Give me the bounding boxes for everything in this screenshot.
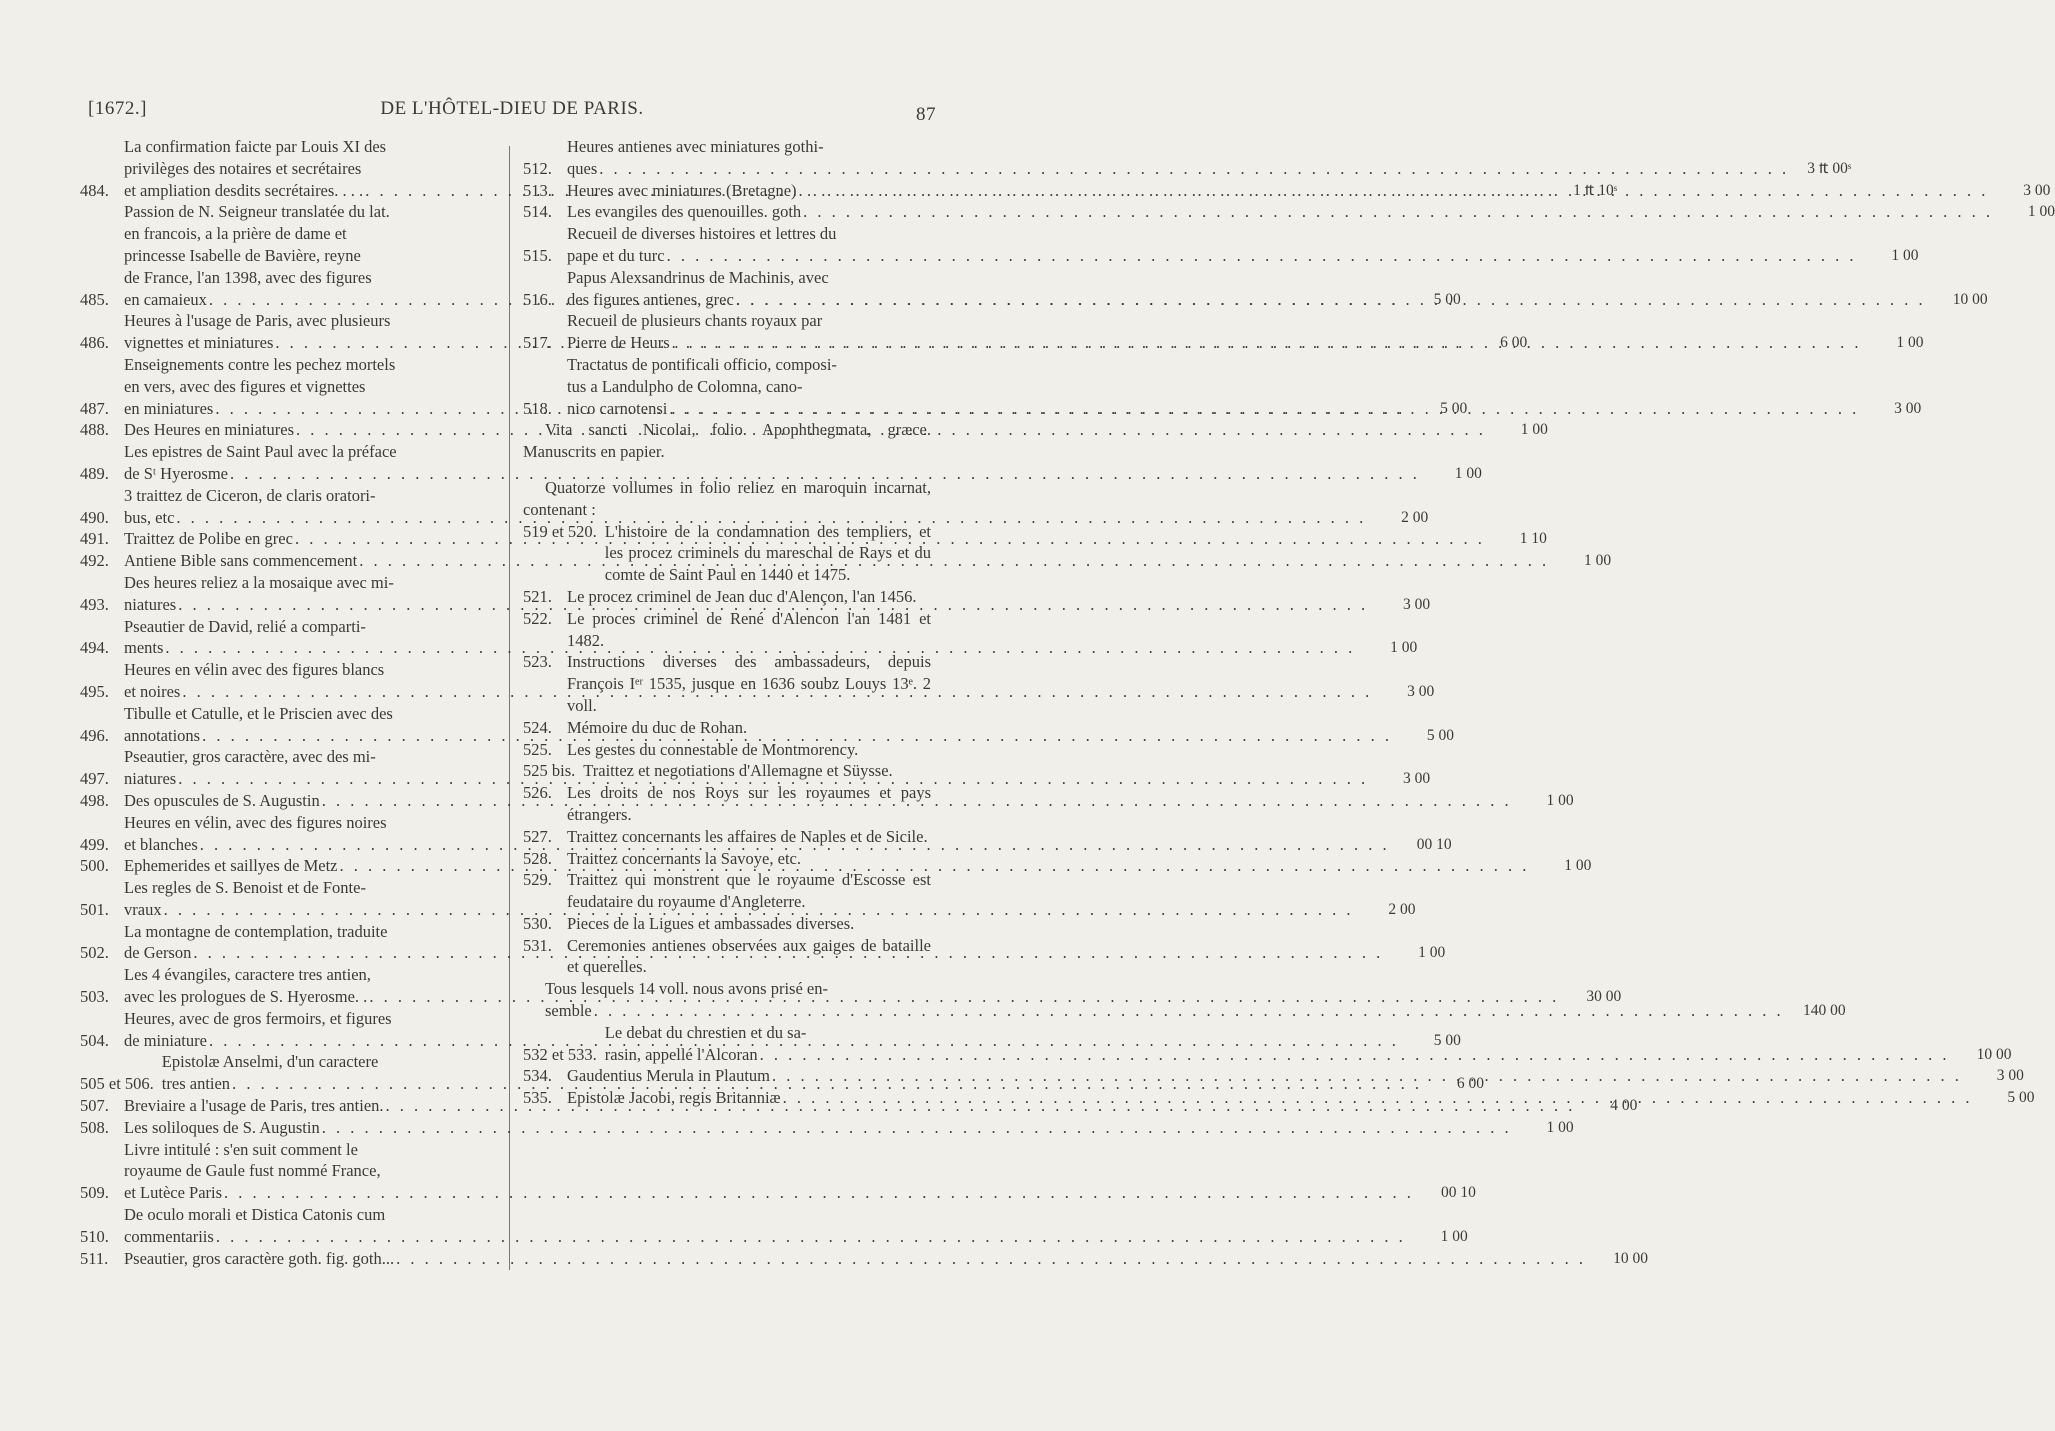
entry-price: 10 00 [1952, 290, 1988, 308]
entry-body [567, 267, 1928, 311]
entry-line: Les evangiles des quenouilles. goth [567, 202, 802, 222]
entry-line: royaume de Gaule fust nommé France, [124, 1161, 381, 1181]
entry-last-line [124, 1117, 1514, 1139]
entry-price: 5 00 [1426, 726, 1454, 744]
entry-number: 494. [80, 638, 109, 658]
entry-price: 1 00 [1896, 334, 1924, 352]
page-number: 87 [916, 104, 936, 125]
entry-line: La confirmation faicte par Louis XI des [124, 137, 387, 156]
entry-line: des figures antienes, grec [567, 289, 734, 309]
entry-line: et Lutèce Paris [124, 1183, 223, 1203]
leader-dots [772, 1065, 1962, 1087]
entry-text: Traittez qui monstrent que le royaume d'Escosse est feudataire du royaume d'Angleterre. [567, 870, 931, 912]
entry-line: Heures avec miniatures (Bretagne) [567, 180, 797, 200]
manuscript-entry [523, 913, 931, 935]
entry-line: commentariis [124, 1226, 214, 1246]
entry-number: 505 et 506. [80, 1074, 154, 1094]
entry-number: 526. [523, 783, 552, 803]
entry-line: Tibulle et Catulle, et le Priscien avec des [124, 703, 393, 723]
entry-line: La montagne de contemplation, traduite [124, 921, 388, 941]
entry-number: 523. [523, 652, 552, 672]
leader-dots [736, 289, 1926, 311]
entry-price: 3 00 [1402, 770, 1431, 788]
leader-dots [672, 332, 1862, 354]
entry-number: 515. [523, 245, 552, 265]
manuscript-entry [523, 651, 931, 716]
entry-body [124, 1248, 1588, 1270]
catalog-entry [523, 136, 1852, 180]
entry-number: 535. [523, 1088, 552, 1108]
entry-body [567, 608, 931, 652]
entry-price: 1 00 [1520, 421, 1548, 439]
entry-line: pape et du turc [567, 245, 665, 265]
entry-body [567, 782, 931, 826]
entry-number: 517. [523, 333, 552, 353]
manuscript-items [523, 521, 931, 979]
entry-body [567, 354, 1861, 419]
entry-line: Le debat du chrestien et du sa- [604, 1022, 807, 1042]
manuscript-entry [523, 717, 931, 739]
entry-price: 1 00 [1583, 552, 1612, 570]
entry-number: 522. [523, 608, 552, 628]
entry-line: de Gerson [124, 943, 192, 963]
entry-number: 488. [80, 420, 109, 440]
leader-dots [396, 1248, 1586, 1270]
entry-text: Le procez criminel de Jean duc d'Alençon, l'an 1456. [567, 586, 917, 606]
entry-line: Livre intitulé : s'en suit comment le [124, 1139, 358, 1159]
entry-line: Pseautier, gros caractère, avec des mi- [124, 747, 376, 767]
entry-price: 2 00 [1401, 508, 1429, 526]
entry-number: 484. [80, 180, 109, 200]
entry-line: ments [124, 638, 164, 658]
entry-body [605, 521, 931, 586]
leader-dots [594, 1000, 1784, 1022]
entry-body [567, 848, 931, 870]
entry-line: tus a Landulpho de Colomna, cano- [567, 376, 803, 396]
vita-paragraph: Vita sancti Nicolai, folio. Apophthegmata, græce. Manuscrits en papier. [523, 420, 931, 462]
entry-price: 140 00 [1803, 1002, 1846, 1020]
entry-number: 485. [80, 289, 109, 309]
entry-price: 6 00 [1456, 1075, 1484, 1093]
entry-body [567, 651, 931, 716]
entry-number: 501. [80, 899, 109, 919]
entry-line: en camaieux [124, 289, 207, 309]
entry-text: Pieces de la Ligues et ambassades diverses. [567, 913, 855, 933]
entry-line: 3 traittez de Ciceron, de claris oratori- [124, 485, 376, 505]
entry-number: 496. [80, 725, 109, 745]
manuscript-entry [523, 521, 931, 586]
entry-line: Enseignements contre les pechez mortels [124, 354, 396, 374]
entry-text: Instructions diverses des ambassadeurs, depuis François Iᵉʳ 1535, jusque en 1636 soubz Louys 13ᵉ. 2 voll. [567, 652, 931, 715]
entry-price: 5 00 [1433, 290, 1461, 308]
manuscript-entry [523, 739, 931, 761]
entry-number: 487. [80, 398, 109, 418]
entry-last-line [124, 1226, 1408, 1248]
entry-price: 1 ₶ 10ˢ [1573, 181, 1618, 199]
entry-body [567, 1065, 1964, 1087]
entry-price: 3 00 [1894, 399, 1922, 417]
entry-line: Pierre de Heurs [567, 333, 670, 353]
entry-price: 1 00 [1390, 639, 1418, 657]
entry-number: 519 et 520. [523, 521, 597, 541]
entry-number: 514. [523, 202, 552, 222]
entry-price: 10 00 [1976, 1045, 2012, 1063]
entry-number: 534. [523, 1066, 552, 1086]
catalog-entry [523, 223, 1919, 267]
leader-dots [322, 1117, 1512, 1139]
entry-line: annotations [124, 725, 201, 745]
entry-number: 521. [523, 586, 552, 606]
entry-price: 1 00 [1546, 1118, 1574, 1136]
entry-line: Recueil de plusieurs chants royaux par [567, 311, 823, 331]
entry-body [124, 1139, 1416, 1204]
entry-last-line [567, 332, 1864, 354]
entry-text: L'histoire de la condamnation des templiers, et les procez criminels du mareschal de Rays et du comte de Saint Paul en 1440 et 1475. [604, 521, 931, 585]
entry-line: Heures en vélin, avec des figures noires [124, 812, 387, 832]
entry-line: rasin, appellé l'Alcoran [604, 1044, 758, 1064]
entry-price: 00 10 [1416, 835, 1452, 853]
entry-line: princesse Isabelle de Bavière, reyne [124, 245, 361, 265]
entry-line: Pseautier, gros caractère goth. fig. goth... [124, 1248, 395, 1268]
catalog-entry [80, 1248, 1648, 1270]
entry-price: 5 00 [1440, 399, 1468, 417]
entry-price: 5 00 [1433, 1031, 1461, 1049]
entry-body [567, 586, 931, 608]
entry-line: Pseautier de David, relié a comparti- [124, 616, 366, 636]
entry-text: Traittez et negotiations d'Allemagne et Süysse. [583, 761, 893, 781]
entry-line: et ampliation desdits secrétaires. . . . [124, 180, 364, 200]
entry-line: Heures, avec de gros fermoirs, et figures [124, 1008, 392, 1028]
entry-text: Mémoire du duc de Rohan. [567, 717, 748, 737]
entry-text: Les droits de nos Roys sur les royaumes et pays étrangers. [567, 783, 931, 824]
entry-last-line [567, 201, 1995, 223]
entry-line: vignettes et miniatures [124, 333, 274, 353]
entry-number: 524. [523, 717, 552, 737]
entry-number: 511. [80, 1248, 109, 1268]
entry-text: Traittez concernants les affaires de Naples et de Sicile. [567, 826, 928, 846]
quatorze-paragraph: Quatorze vollumes in folio reliez en maroquin incarnat, contenant : [523, 477, 931, 519]
entry-body [523, 978, 1786, 1022]
entry-number: 497. [80, 769, 109, 789]
entry-number: 507. [80, 1096, 109, 1116]
entry-text: Le proces criminel de René d'Alencon l'an 1481 et 1482. [567, 608, 931, 650]
catalog-entry [80, 550, 1612, 572]
leader-dots [799, 180, 1989, 202]
entry-body [567, 201, 1995, 223]
entry-number: 504. [80, 1030, 109, 1050]
entry-line: niatures [124, 594, 177, 614]
entry-number: 527. [523, 826, 552, 846]
entry-body [567, 717, 931, 739]
catalog-entry [80, 1117, 1574, 1139]
entry-last-line [567, 1065, 1964, 1087]
entry-number: 510. [80, 1226, 109, 1246]
entry-number: 493. [80, 594, 109, 614]
entry-last-line [567, 1087, 1974, 1109]
entry-text: Ceremonies antienes observées aux gaiges de bataille et querelles. [567, 935, 931, 977]
entry-last-line [567, 289, 1928, 311]
entry-number: 530. [523, 913, 552, 933]
entry-last-line [124, 1182, 1416, 1204]
entry-price: 10 00 [1613, 1249, 1648, 1267]
entry-line: Les epistres de Saint Paul avec la préface [124, 442, 397, 462]
entry-number: 509. [80, 1183, 109, 1203]
entry-body [124, 1204, 1408, 1248]
catalog-entry [80, 1204, 1468, 1248]
entry-number: 503. [80, 987, 109, 1007]
entry-last-line [545, 1000, 1786, 1022]
entry-line: en francois, a la prière de dame et [124, 224, 347, 244]
entry-body [567, 935, 931, 979]
entry-price: 3 ₶ 00ˢ [1807, 159, 1852, 177]
entry-number: 532 et 533. [523, 1044, 597, 1064]
entry-line: nico carnotensi [567, 398, 668, 418]
entry-body [567, 310, 1864, 354]
entry-number: 518. [523, 398, 552, 418]
entry-price: 1 00 [2027, 203, 2055, 221]
entry-body [124, 1117, 1514, 1139]
entry-line: et noires [124, 681, 181, 701]
entry-line: Des heures reliez a la mosaique avec mi- [124, 572, 394, 592]
entry-line: Passion de N. Seigneur translatée du lat. [124, 202, 390, 222]
entry-last-line [567, 180, 1990, 202]
entry-line: Traittez de Polibe en grec [124, 529, 293, 549]
entry-number: 508. [80, 1117, 109, 1137]
entry-number: 502. [80, 943, 109, 963]
leader-dots [760, 1044, 1950, 1066]
entry-body [567, 1087, 1974, 1109]
entry-price: 6 00 [1500, 334, 1528, 352]
entry-line: niatures [124, 769, 177, 789]
entry-number: 495. [80, 681, 109, 701]
entry-price: 3 00 [2023, 181, 2051, 199]
entry-line: de France, l'an 1398, avec des figures [124, 267, 372, 287]
entry-number: 531. [523, 935, 552, 955]
entry-number: 500. [80, 856, 109, 876]
entry-body [605, 1022, 1952, 1066]
entry-line: Gaudentius Merula in Plautum [567, 1066, 771, 1086]
entry-number: 528. [523, 848, 552, 868]
entry-body [567, 739, 931, 761]
manuscript-entry [523, 782, 931, 826]
entry-number: 529. [523, 870, 552, 890]
entry-price: 1 00 [1546, 791, 1574, 809]
entry-line: en miniatures [124, 398, 214, 418]
leader-dots [667, 245, 1857, 267]
leader-dots [803, 201, 1993, 223]
entry-line: avec les prologues de S. Hyerosme. . [124, 987, 368, 1007]
entry-line: Heures en vélin avec des figures blancs [124, 660, 385, 680]
entry-price: 00 10 [1441, 1184, 1476, 1202]
entry-number: 486. [80, 333, 109, 353]
manuscript-entry [523, 935, 931, 979]
entry-last-line [124, 1248, 1588, 1270]
catalog-entry [80, 1139, 1476, 1204]
entry-text: Les gestes du connestable de Montmorency. [567, 739, 859, 759]
entry-line: Heures à l'usage de Paris, avec plusieurs [124, 311, 391, 331]
entry-number: 525 bis. [523, 761, 576, 781]
entry-number: 498. [80, 790, 109, 810]
entry-line: semble [545, 1001, 592, 1021]
entry-price: 3 00 [1402, 595, 1431, 613]
leader-dots [783, 1087, 1973, 1109]
entry-number: 490. [80, 507, 109, 527]
entry-line: de Sᵗ Hyerosme [124, 463, 228, 483]
entry-number: 489. [80, 463, 109, 483]
entry-body [567, 869, 931, 913]
entry-line: Des opuscules de S. Augustin [124, 790, 320, 810]
entry-line: De oculo morali et Distica Catonis cum [124, 1205, 386, 1225]
entry-number: 513. [523, 180, 552, 200]
leader-dots [224, 1182, 1414, 1204]
entry-last-line [567, 398, 1861, 420]
entry-line: et blanches [124, 834, 198, 854]
manuscript-entry [523, 826, 931, 848]
page-header [88, 98, 936, 128]
entry-price: 3 00 [1996, 1067, 2024, 1085]
entry-body [567, 136, 1791, 180]
leader-dots [669, 398, 1859, 420]
entry-number: 499. [80, 834, 109, 854]
entry-price: 4 00 [1610, 1097, 1638, 1115]
entry-line: Des Heures en miniatures [124, 420, 294, 440]
entry-line: Epistolæ Anselmi, d'un caractere [161, 1052, 379, 1072]
entry-line: privilèges des notaires et secrétaires [124, 158, 362, 178]
entry-line: Les 4 évangiles, caractere tres antien, [124, 965, 371, 985]
entry-price: 1 00 [1454, 464, 1482, 482]
entry-line: Heures antienes avec miniatures gothi- [567, 137, 824, 156]
entry-last-line [567, 158, 1791, 180]
entry-line: Les regles de S. Benoist et de Fonte- [124, 878, 366, 898]
entry-price: 1 00 [1440, 1227, 1468, 1245]
entry-price: 30 00 [1586, 988, 1622, 1006]
entry-line: Tractatus de pontificali officio, composi- [567, 354, 837, 374]
entry-line: Epistolæ Jacobi, regis Britanniæ [567, 1088, 781, 1108]
manuscript-entry [523, 869, 931, 913]
entry-line: de miniature [124, 1030, 207, 1050]
entry-price: 1 00 [1418, 944, 1446, 962]
header-year: [1672.] [88, 98, 147, 119]
entry-last-line [605, 1044, 1952, 1066]
entry-number: 492. [80, 551, 109, 571]
entry-number: 491. [80, 529, 109, 549]
entry-number: 525. [523, 739, 552, 759]
entry-line: tres antien [161, 1074, 231, 1094]
entry-line: bus, etc [124, 507, 175, 527]
entry-price: 1 10 [1519, 530, 1547, 548]
leader-dots [216, 1226, 1406, 1248]
entry-line: Ephemerides et saillyes de Metz [124, 856, 338, 876]
entry-price: 1 00 [1564, 857, 1592, 875]
manuscript-entry [523, 848, 931, 870]
entry-price: 2 00 [1388, 900, 1416, 918]
entry-line: Recueil de diverses histoires et lettres du [567, 224, 837, 244]
entry-text: Traittez concernants la Savoye, etc. [567, 848, 801, 868]
manuscript-entry [523, 608, 931, 652]
entry-line: vraux [124, 899, 162, 919]
entry-price: 3 00 [1407, 682, 1435, 700]
entry-body [567, 223, 1858, 267]
entry-line: Antiene Bible sans commencement [124, 551, 358, 571]
entry-line: Les soliloques de S. Augustin [124, 1117, 320, 1137]
entry-line: Breviaire a l'usage de Paris, tres antien. [124, 1096, 384, 1116]
manuscript-entry [523, 586, 931, 608]
entry-body [567, 180, 1990, 202]
catalog-entry [523, 201, 2055, 223]
entry-last-line [567, 245, 1858, 267]
header-title: DE L'HÔTEL-DIEU DE PARIS. [380, 98, 644, 119]
entry-line: ques [567, 158, 598, 178]
entry-number: 516. [523, 289, 552, 309]
entry-price: 5 00 [2007, 1089, 2035, 1107]
entry-number: 512. [523, 158, 552, 178]
entry-body [567, 826, 931, 848]
entry-price: 1 00 [1891, 246, 1919, 264]
manuscript-entry [523, 760, 931, 782]
leader-dots [340, 855, 1530, 877]
entry-line: Papus Alexsandrinus de Machinis, avec [567, 267, 829, 287]
entry-line: Tous lesquels 14 voll. nous avons prisé en- [545, 979, 828, 999]
entry-body [567, 913, 931, 935]
leader-dots [599, 158, 1789, 180]
entry-line: en vers, avec des figures et vignettes [124, 376, 366, 396]
entry-body [583, 760, 931, 782]
